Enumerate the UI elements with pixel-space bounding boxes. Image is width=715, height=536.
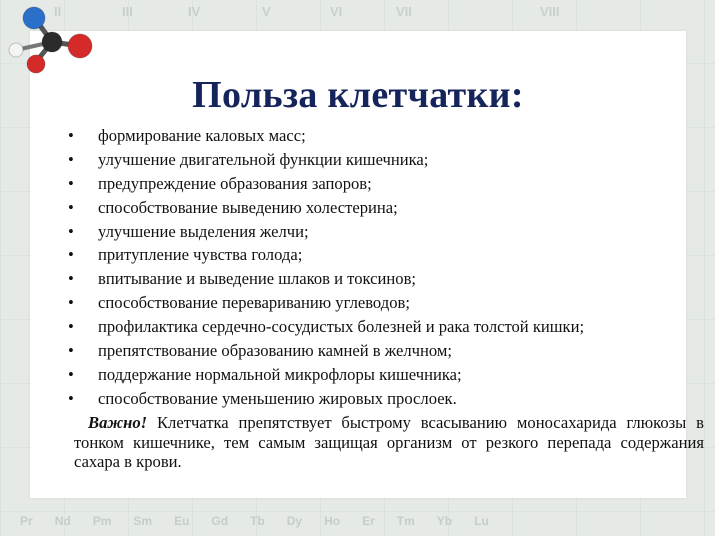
element-symbol: Tm (396, 514, 415, 528)
list-item (68, 270, 584, 294)
list-item-text: способствование уменьшению жировых прослоек. (98, 388, 457, 408)
element-symbol: Eu (174, 514, 190, 528)
element-symbol: Pm (92, 514, 112, 528)
list-item-text: поддержание нормальной микрофлоры кишечника; (98, 364, 462, 384)
bullet: • (68, 173, 74, 193)
bullet: • (68, 269, 74, 289)
list-item (68, 151, 584, 175)
list-item-text: притупление чувства голода; (98, 245, 303, 265)
list-item (68, 175, 584, 199)
bullet: • (68, 126, 74, 145)
list-item-text: впитывание и выведение шлаков и токсинов; (98, 269, 417, 289)
list-item-text: профилактика сердечно-сосудистых болезней и рака толстой кишки; (98, 317, 585, 337)
list-item (68, 294, 584, 318)
bullet: • (68, 341, 74, 361)
list-item-text: улучшение выделения желчи; (98, 221, 309, 241)
bullet: • (68, 197, 74, 217)
list-item-text: улучшение двигательной функции кишечника; (98, 149, 429, 169)
roman-numeral: V (262, 4, 271, 19)
list-item (68, 223, 584, 247)
element-symbol: Lu (474, 514, 489, 528)
atom-red (27, 55, 45, 73)
benefits-list (68, 127, 584, 414)
element-symbol: Pr (20, 514, 33, 528)
important-label: Важно! (88, 413, 148, 432)
bullet: • (68, 388, 74, 408)
list-item (68, 199, 584, 223)
list-item (68, 342, 584, 366)
roman-numeral-row (40, 2, 705, 24)
list-item-text: препятствование образованию камней в желчном; (98, 341, 452, 361)
roman-numeral: II (54, 4, 62, 19)
important-note (74, 413, 704, 472)
element-symbol: Tb (250, 514, 265, 528)
atom-dark (42, 32, 62, 52)
element-symbol: Gd (211, 514, 229, 528)
list-item-text: способствование перевариванию углеводов; (98, 293, 410, 313)
element-symbol: Dy (286, 514, 303, 528)
element-symbol: Er (362, 514, 375, 528)
list-item (68, 366, 584, 390)
list-item (68, 246, 584, 270)
roman-numeral: IV (188, 4, 201, 19)
element-symbol: Nd (54, 514, 71, 528)
list-item-text: предупреждение образования запоров; (98, 173, 372, 193)
list-item-text: способствование выведению холестерина; (98, 197, 398, 217)
bullet: • (68, 221, 74, 241)
list-item (68, 127, 584, 151)
roman-numeral: III (122, 4, 133, 19)
roman-numeral: VIII (540, 4, 560, 19)
bullet: • (68, 149, 74, 169)
bullet: • (68, 317, 74, 337)
element-symbol: Yb (436, 514, 453, 528)
roman-numeral: VI (330, 4, 343, 19)
important-note-text: Клетчатка препятствует быстрому всасыванию моносахарида глюкозы в тонком кишечнике, тем самым защищая организм от резкого перепада содержания сахара в крови. (74, 413, 705, 471)
bullet: • (68, 364, 74, 384)
slide-title: Польза клетчатки: (192, 74, 524, 116)
list-item-text: формирование каловых масс; (98, 126, 306, 145)
atom-red (68, 34, 92, 58)
element-symbol-row (0, 510, 715, 532)
molecule-icon (4, 4, 96, 80)
bullet: • (68, 293, 74, 313)
atom-white (9, 43, 23, 57)
roman-numeral: VII (396, 4, 412, 19)
element-symbol: Sm (133, 514, 153, 528)
bullet: • (68, 245, 74, 265)
element-symbol: Ho (324, 514, 341, 528)
list-item (68, 390, 584, 414)
list-item (68, 318, 584, 342)
atom-blue (23, 7, 45, 29)
slide-panel (30, 31, 705, 498)
